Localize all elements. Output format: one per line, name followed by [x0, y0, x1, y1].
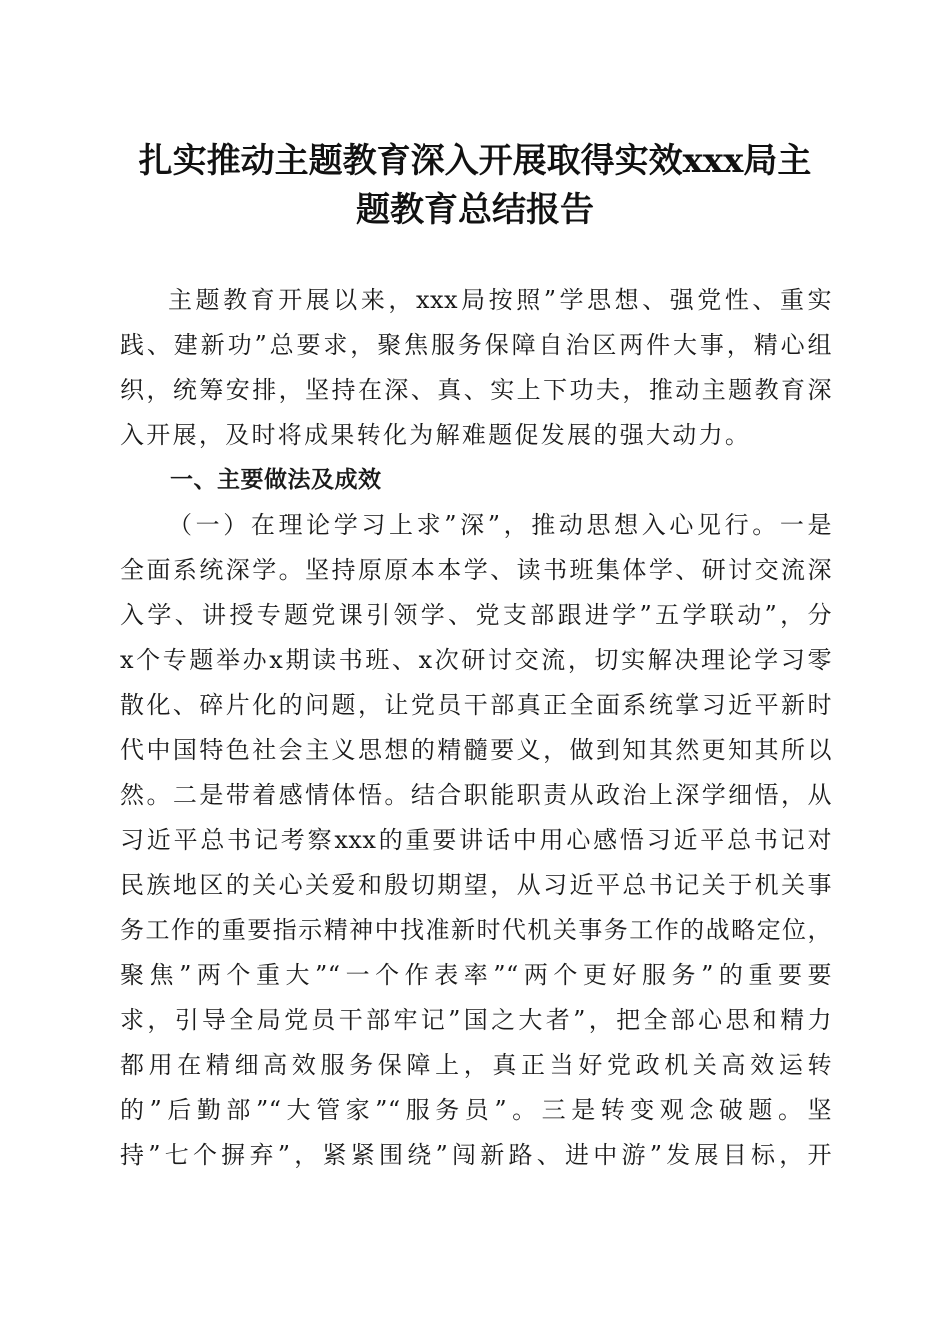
paragraph-line: 都用在精细高效服务保障上，真正当好党政机关高效运转	[120, 1051, 832, 1079]
paragraph-line: 习近平总书记考察xxx的重要讲话中用心感悟习近平总书记对	[120, 826, 832, 854]
paragraph-line: 全面系统深学。坚持原原本本学、读书班集体学、研讨交流深	[120, 556, 832, 584]
paragraph-line: 主题教育开展以来，xxx局按照”学思想、强党性、重实	[168, 286, 832, 314]
paragraph-line: 务工作的重要指示精神中找准新时代机关事务工作的战略定位，	[120, 916, 832, 944]
title-line-2: 题教育总结报告	[356, 190, 594, 230]
paragraph-line: 聚焦”两个重大”“一个作表率”“两个更好服务”的重要要	[120, 961, 832, 989]
document-body	[120, 278, 832, 1178]
intro-paragraph	[120, 278, 832, 458]
section-1-paragraph	[120, 503, 832, 1178]
paragraph-line: 散化、碎片化的问题，让党员干部真正全面系统掌习近平新时	[120, 691, 832, 719]
page-title	[100, 137, 850, 235]
paragraph-line: 入学、讲授专题党课引领学、党支部跟进学”五学联动”，分	[120, 601, 832, 629]
paragraph-line: （一）在理论学习上求”深”，推动思想入心见行。一是	[168, 511, 832, 539]
paragraph-line: 持”七个摒弃”，紧紧围绕”闯新路、进中游”发展目标，开	[120, 1141, 832, 1169]
title-line-1: 扎实推动主题教育深入开展取得实效xxx局主	[138, 141, 812, 181]
paragraph-line: 入开展，及时将成果转化为解难题促发展的强大动力。	[120, 421, 752, 449]
paragraph-line: 代中国特色社会主义思想的精髓要义，做到知其然更知其所以	[120, 736, 832, 764]
paragraph-line: 的”后勤部”“大管家”“服务员”。三是转变观念破题。坚	[120, 1096, 832, 1124]
section-heading: 一、主要做法及成效	[170, 467, 382, 493]
paragraph-line: 求，引导全局党员干部牢记”国之大者”，把全部心思和精力	[120, 1006, 832, 1034]
paragraph-line: 践、建新功”总要求，聚焦服务保障自治区两件大事，精心组	[120, 331, 832, 359]
paragraph-line: 然。二是带着感情体悟。结合职能职责从政治上深学细悟，从	[120, 781, 832, 809]
paragraph-line: x个专题举办x期读书班、x次研讨交流，切实解决理论学习零	[120, 646, 832, 674]
paragraph-line: 民族地区的关心关爱和殷切期望，从习近平总书记关于机关事	[120, 871, 832, 899]
paragraph-line: 织，统筹安排，坚持在深、真、实上下功夫，推动主题教育深	[120, 376, 832, 404]
